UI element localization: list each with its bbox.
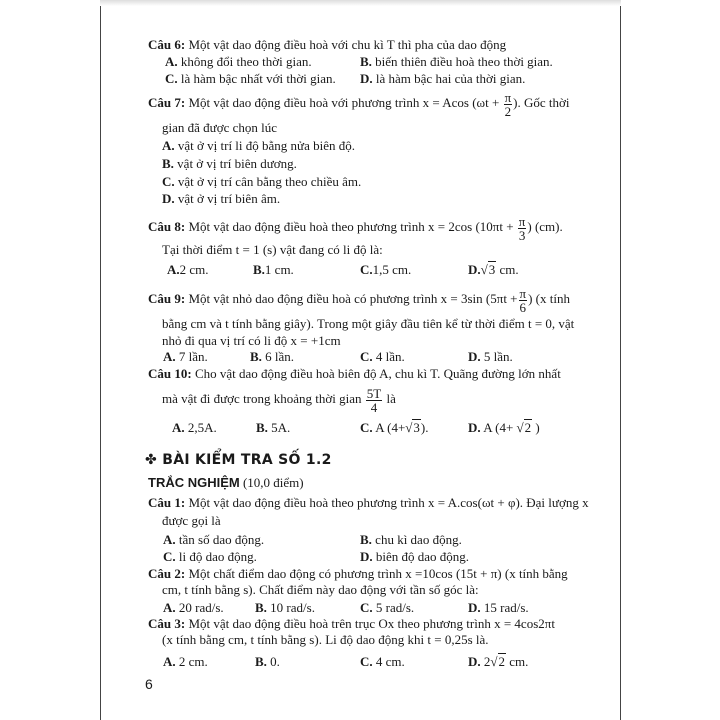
s2-q3-option-b [255,654,280,670]
text: Cho vật dao động điều hoà biên độ A, chu kì T. Quãng đường lớn nhất [194,366,561,381]
q6-stem [148,37,506,53]
label: B. [162,156,174,171]
q8-option-d [468,262,519,278]
label: B. [360,532,372,547]
text: π [504,89,512,105]
text: 15 rad/s. [483,600,529,615]
text: Một vật dao động điều hoà trên trục Ox theo phương trình x = 4cos2πt [188,616,555,631]
label: A. [163,532,176,547]
text: 3 [518,227,526,243]
text: là hàm bậc hai của thời gian. [375,71,526,86]
text: 5 rad/s. [375,600,415,615]
section-subtitle [148,475,304,491]
text: tần số dao động. [178,532,265,547]
sqrt: √2 [516,420,532,435]
text: 2 [498,654,506,669]
text: TRẮC NGHIỆM [148,475,240,490]
q7-option-b [162,156,297,172]
text: Một chất điểm dao động có phương trình x =10cos (15t + π) (x tính bằng [188,566,568,581]
text: không đổi theo thời gian. [180,54,312,69]
q10-stem [148,366,561,382]
label: D. [360,549,373,564]
label: D. [162,191,175,206]
s2-q3-option-d [468,654,528,670]
text: mà vật đi được trong khoảng thời gian [162,391,365,406]
label: A. [167,262,180,277]
q10-option-d [468,420,540,436]
label: D. [468,600,481,615]
label: D. [468,349,481,364]
s2-q2-stem-line2: cm, t tính bằng s). Chất điểm này dao động với tần số góc là: [162,582,479,597]
q9-option-a [163,349,208,365]
q6-option-d [360,71,525,87]
label: C. [165,71,178,86]
text: Một vật dao động điều hoà với phương trình x = Acos (ωt + [188,95,503,110]
q9-stem-line2: bằng cm và t tính bằng giây). Trong một giây đầu tiên kể từ thời điểm t = 0, vật [162,316,575,331]
q8-stem [148,212,563,242]
text: 6 [519,299,527,315]
text: li độ dao động. [178,549,257,564]
text: 2 cm. [179,262,209,277]
label: B. [253,262,265,277]
label: A. [163,600,176,615]
text: ) (cm). [527,219,563,234]
text: 2 cm. [178,654,208,669]
label: C. [163,549,176,564]
q7-stem [148,88,569,118]
text: 20 rad/s. [178,600,224,615]
label: C. [162,174,175,189]
text: 6 lần. [265,349,295,364]
q6-label: Câu 6: [148,37,186,52]
s2-q2-option-d [468,600,529,616]
s2-q2-stem [148,566,568,582]
fraction [519,287,528,314]
text: cm. [506,654,529,669]
s2-q3-option-c [360,654,405,670]
text: ) [532,420,540,435]
text: π [519,285,527,301]
q10-option-a [172,420,217,436]
text: vật ở vị trí cân bằng theo chiều âm. [177,174,362,189]
label: C. [360,349,373,364]
q6-option-a [165,54,312,70]
text: A (4+ [375,420,406,435]
label: B. [255,654,267,669]
text: biến thiên điều hoà theo thời gian. [375,54,553,69]
text: Một vật dao động điều hoà theo phương trình x = 2cos (10πt + [188,219,517,234]
label: B. [250,349,262,364]
q9-option-d [468,349,513,365]
text: A (4+ [483,420,517,435]
q7-option-d [162,191,280,207]
q8-stem-line2: Tại thời điểm t = 1 (s) vật đang có li độ là: [162,242,383,257]
fraction [366,387,382,414]
sqrt: √2 [490,654,506,669]
s2-q2-option-a [163,600,224,616]
text: chu kì dao động. [375,532,462,547]
q9-label: Câu 9: [148,291,186,306]
q8-option-c [360,262,411,278]
s2-q2-option-b [255,600,315,616]
sqrt: √3 [480,262,496,277]
text: cm. [496,262,519,277]
q9-option-c [360,349,405,365]
label: D. [468,420,481,435]
label: B. [256,420,268,435]
text: (10,0 điểm) [242,475,304,490]
page-top-shadow [100,0,621,6]
q9-stem-line3: nhỏ đi qua vị trí có li độ x = +1cm [162,333,341,348]
text: 4 [366,400,382,414]
fraction [518,215,527,242]
text: là hàm bậc nhất với thời gian. [180,71,336,86]
q10-label: Câu 10: [148,366,192,381]
label: Câu 2: [148,566,186,581]
text: 1,5 cm. [372,262,412,277]
q7-option-c [162,174,361,190]
s2-q1-stem-line2: được gọi là [162,513,221,528]
text: là [383,391,396,406]
label: C. [360,262,373,277]
text: 5T [366,385,382,401]
label: B. [360,54,372,69]
s2-q3-stem-line2: (x tính bằng cm, t tính bằng s). Li độ dao động khi t = 0,25s là. [162,632,489,647]
q7-label: Câu 7: [148,95,186,110]
s2-q1-option-c [163,549,257,565]
text: vật ở vị trí biên dương. [177,156,297,171]
s2-q1-option-a [163,532,264,548]
text: vật ở vị trí biên âm. [177,191,281,206]
text: 3 [413,420,420,435]
q9-stem [148,284,570,314]
q8-label: Câu 8: [148,219,186,234]
label: A. [163,349,176,364]
text: BÀI KIỂM TRA SỐ 1.2 [162,452,332,468]
s2-q2-option-c [360,600,414,616]
q10-option-b [256,420,290,436]
label: C. [360,420,373,435]
text: Một vật nhỏ dao động điều hoà có phương trình x = 3sin (5πt + [188,291,518,306]
label: C. [360,600,373,615]
q6-option-c [165,71,336,87]
label: C. [360,654,373,669]
text: biên độ dao động. [375,549,470,564]
s2-q3-option-a [163,654,208,670]
page-number: 6 [145,676,153,692]
text: ). [420,420,429,435]
q6-option-b [360,54,553,70]
text: 5A. [271,420,291,435]
text: 2,5A. [187,420,217,435]
s2-q1-stem [148,495,589,511]
text: 4 cm. [375,654,405,669]
label: A. [172,420,185,435]
text: 7 lần. [178,349,208,364]
text: 1 cm. [264,262,294,277]
text: 0. [270,654,280,669]
text: 2 [524,420,532,435]
section-title [145,452,332,468]
label: A. [165,54,178,69]
label: Câu 1: [148,495,186,510]
label: Câu 3: [148,616,186,631]
text: vật ở vị trí li độ bằng nửa biên độ. [177,138,356,153]
text: π [518,213,526,229]
text: 3 [488,262,496,277]
q9-option-b [250,349,294,365]
fraction [504,91,513,118]
text: Một vật dao động điều hoà theo phương trình x = A.cos(ωt + φ). Đại lượng x [188,495,589,510]
q10-stem-line2 [162,384,396,414]
label: D. [468,654,481,669]
q10-option-c [360,420,429,436]
q6-text: Một vật dao động điều hoà với chu kì T thì pha của dao động [188,37,507,52]
q7-stem-line2: gian đã được chọn lúc [162,120,277,135]
s2-q1-option-d [360,549,469,565]
text: 10 rad/s. [270,600,315,615]
q8-option-b [253,262,294,278]
label: A. [162,138,175,153]
sqrt: √3 [405,420,420,435]
label: B. [255,600,267,615]
text: ) (x tính [528,291,570,306]
text: 2 [504,103,512,119]
q8-option-a [167,262,209,278]
s2-q1-option-b [360,532,462,548]
label: D. [468,262,481,277]
s2-q3-stem [148,616,555,632]
label: D. [360,71,373,86]
text: 2 [483,654,491,669]
label: A. [163,654,176,669]
flower-bullet-icon: ✤ [145,452,158,468]
q7-option-a [162,138,355,154]
text: 4 lần. [375,349,405,364]
text: ). Gốc thời [513,95,570,110]
text: 5 lần. [483,349,513,364]
